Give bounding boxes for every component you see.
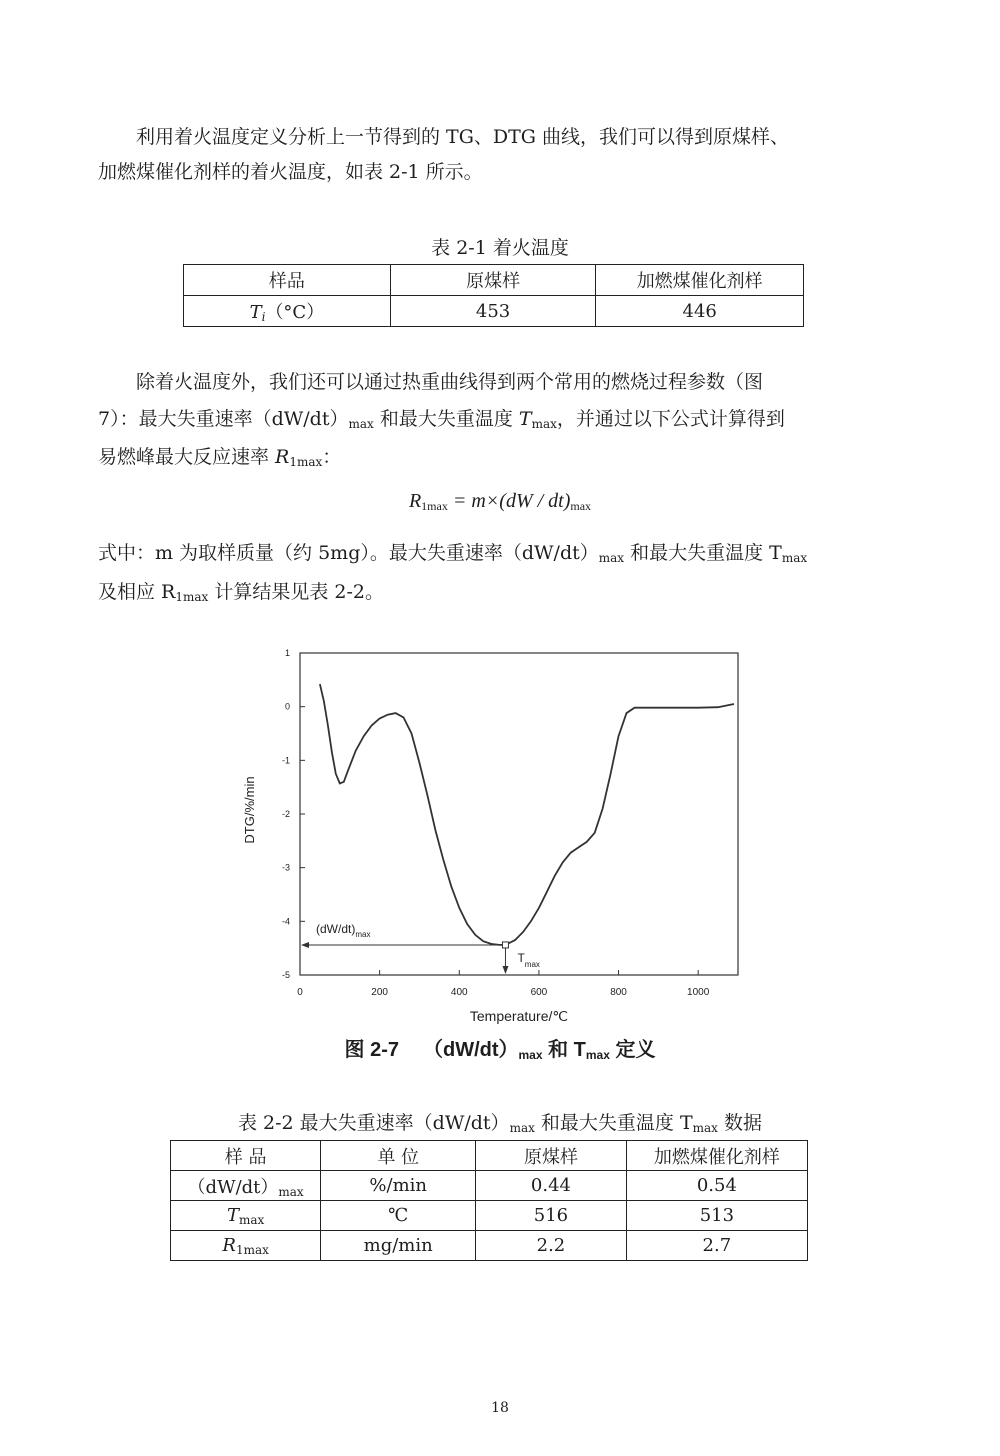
x-tick-label: 800 — [610, 987, 627, 998]
table-header-cell: 原煤样 — [390, 265, 596, 296]
formula: $R_{1max} = m\times(dW / dt)_{max}$ — [408, 490, 592, 513]
table1-caption: 表 2-1 着火温度 — [431, 237, 569, 259]
table-cell: 513 — [626, 1201, 807, 1231]
table-row — [184, 296, 804, 327]
page-number: 18 — [491, 1400, 509, 1416]
table-row-label: $(dW/dt)_{max}$ — [171, 1171, 321, 1201]
table-cell: 453 — [390, 296, 596, 327]
table-cell: 0.44 — [476, 1171, 627, 1201]
peak-marker — [502, 942, 508, 948]
tmax-arrow-head — [502, 966, 508, 974]
table-cell: %/min — [321, 1171, 476, 1201]
table-cell: mg/min — [321, 1231, 476, 1261]
table-cell: 2.2 — [476, 1231, 627, 1261]
y-tick-label: -3 — [281, 862, 290, 873]
y-tick-label: -5 — [281, 970, 290, 980]
x-axis — [297, 970, 710, 998]
table-header-cell: 样 品 — [171, 1141, 321, 1171]
y-tick-label: -2 — [281, 809, 290, 819]
figure-caption: 图 2-7 $(dW/dt)_{max}$ 和 $T_{max}$ 定义 — [344, 1039, 656, 1062]
y-axis-label: DTG/%/min — [242, 776, 257, 844]
x-tick-label: 200 — [371, 987, 388, 998]
x-tick-label: 400 — [450, 987, 468, 998]
intro-paragraph — [98, 120, 898, 154]
plot-frame — [300, 653, 738, 975]
x-tick-label: 1000 — [687, 987, 710, 998]
table-cell: 446 — [596, 296, 804, 327]
table2-caption: 表 2-2 最大失重速率$(dW/dt)_{max}$ 和最大失重温度 $T_{max}$ 数据 — [237, 1112, 762, 1135]
table-row-label: $R_{1max}$ — [171, 1231, 321, 1261]
table-header-row — [184, 265, 804, 296]
tmax-label: $T_{max}$ — [517, 950, 540, 969]
table-cell: 0.54 — [626, 1171, 807, 1201]
max-rate-arrow-head — [301, 942, 309, 948]
y-axis — [282, 648, 305, 980]
para3-line-1: 式中：m 为取样质量（约 5mg）。最大失重速率$(dW/dt)_{max}$ 和最大失重温度 $T_{max}$ — [98, 542, 808, 565]
para3-line-2: 及相应 $R_{1max}$ 计算结果见表 2-2。 — [98, 581, 384, 604]
y-tick-label: 1 — [284, 648, 290, 658]
x-axis-label: Temperature/℃ — [469, 1008, 569, 1024]
x-tick-label: 0 — [297, 987, 303, 998]
table-header-cell: 样品 — [184, 265, 391, 296]
table-header-cell: 原煤样 — [476, 1141, 627, 1171]
table-2-2 — [170, 1140, 808, 1261]
x-tick-label: 600 — [530, 987, 548, 998]
table-header-row — [171, 1141, 808, 1171]
para2-line-2: 7）：最大失重速率$(dW/dt)_{max}$ 和最大失重温度 $T_{max}$，并通过以下公式计算得到 — [98, 408, 785, 431]
dtg-chart — [230, 640, 760, 1040]
table-row-label: $T_i(^\circ C)$ — [184, 296, 391, 327]
table-row — [171, 1201, 808, 1231]
table-cell: 2.7 — [626, 1231, 807, 1261]
table-header-cell: 单 位 — [321, 1141, 476, 1171]
table-cell: ℃ — [321, 1201, 476, 1231]
peak-label: $(dW/dt)_{max}$ — [316, 921, 371, 939]
dtg-series-line — [320, 684, 734, 945]
intro-line-2: 加燃煤催化剂样的着火温度，如表 2-1 所示。 — [98, 161, 483, 183]
para2-line-3: 易燃峰最大反应速率 $R_{1max}$： — [98, 446, 342, 469]
para2-line-1: 除着火温度外，我们还可以通过热重曲线得到两个常用的燃烧过程参数（图 — [136, 371, 764, 393]
table-header-cell: 加燃煤催化剂样 — [596, 265, 804, 296]
table-row-label: $T_{max}$ — [171, 1201, 321, 1231]
y-tick-label: -4 — [281, 916, 290, 927]
intro-line-1: 利用着火温度定义分析上一节得到的 TG、DTG 曲线，我们可以得到原煤样、 — [136, 126, 790, 148]
y-tick-label: -1 — [281, 755, 290, 766]
table-header-cell: 加燃煤催化剂样 — [626, 1141, 807, 1171]
table-cell: 516 — [476, 1201, 627, 1231]
table-row — [171, 1171, 808, 1201]
table-row — [171, 1231, 808, 1261]
table-2-1 — [183, 264, 804, 327]
y-tick-label: 0 — [284, 701, 290, 712]
